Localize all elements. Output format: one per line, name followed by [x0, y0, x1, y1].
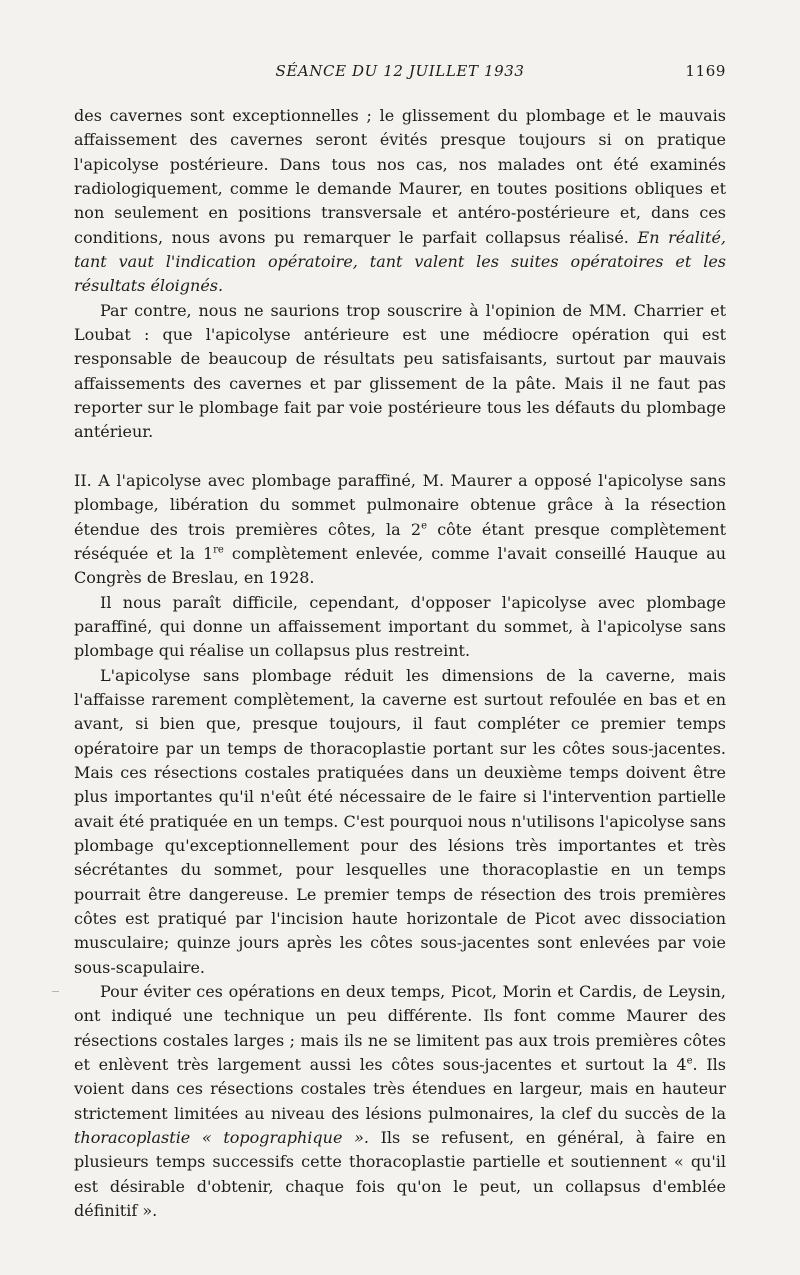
paragraph-6-text-2: . Ils voient dans ces résections costales très étendues en largeur, mais en hauteur strictement limitées au niveau des lésions pulmonaires, la clef du succès de la — [74, 1055, 726, 1123]
paragraph-2 — [74, 299, 726, 445]
paragraph-1-italic-text: En réalité, tant vaut l'indication opératoire, tant valent les suites opératoires et les résultats éloignés. — [74, 227, 726, 296]
paragraph-5-text: L'apicolyse sans plombage réduit les dimensions de la caverne, mais l'affaisse rarement complètement, la caverne est surtout refoulée en bas et en avant, si bien que, presque toujours, il faut compléter ce premier temps opératoire par un temps de thoracoplastie portant sur les côtes sous-jacentes. Mais ces résections costales pratiquées dans un deuxième temps doivent être plus importantes qu'il n'eût été nécessaire de le faire si l'intervention partielle avait été pratiquée en un temps. C'est pourquoi nous n'utilisons l'apicolyse sans plombage qu'exceptionnellement pour des lésions très importantes et très sécrétantes du sommet, pour lesquelles une thoracoplastie en un temps pourrait être dangereuse. Le premier temps de résection des trois premières côtes est pratiqué par l'incision haute horizontale de Picot avec dissociation musculaire; quinze jours après les côtes sous-jacentes sont enlevées par voie sous-scapulaire. — [74, 665, 726, 977]
paragraph-3-text-1: II. A l'apicolyse avec plombage paraffiné, M. Maurer a opposé l'apicolyse sans plombage, libération du sommet pulmonaire obtenue grâce à la résection étendue des trois premières côtes, la 2 — [74, 470, 726, 539]
body-text — [74, 104, 726, 1223]
paragraph-6-text-3: Ils se refusent, en général, à faire en plusieurs temps successifs cette thoracoplastie partielle et soutiennent « qu'il est désirable d'obtenir, chaque fois qu'on le peut, un collapsus d'emblée définitif ». — [74, 1128, 727, 1221]
paragraph-5 — [74, 664, 726, 980]
paragraph-4 — [74, 591, 726, 664]
margin-mark — [52, 991, 59, 992]
paragraph-1 — [74, 104, 726, 299]
paragraph-6-superscript-e: e — [686, 1055, 693, 1067]
paragraph-6 — [74, 980, 726, 1223]
paragraph-6-text-1: Pour éviter ces opérations en deux temps, Picot, Morin et Cardis, de Leysin, ont indiqué une technique un peu différente. Ils font comme Maurer des résections costales larges ; mais ils ne se limitent pas aux trois premières côtes et enlèvent très largement aussi les côtes sous-jacentes et surtout la 4 — [74, 982, 726, 1075]
page-number: 1169 — [685, 62, 726, 80]
paragraph-2-text: Par contre, nous ne saurions trop souscrire à l'opinion de MM. Charrier et Loubat : que l'apicolyse antérieure est une médiocre opération qui est responsable de beaucoup de résultats peu satisfaisants, surtout par mauvais affaissements des cavernes et par glissement de la pâte. Mais il ne faut pas reporter sur le plombage fait par voie postérieure tous les défauts du plombage antérieur. — [74, 300, 726, 442]
paragraph-3-superscript-e: e — [421, 520, 427, 532]
page-header — [74, 62, 726, 86]
paragraph-1-text-1: des cavernes sont exceptionnelles ; le glissement du plombage et le mauvais affaissement des cavernes seront évités presque toujours si on pratique l'apicolyse postérieure. Dans tous nos cas, nos malades ont été examinés radiologiquement, comme le demande Maurer, en toutes positions obliques et non seulement en positions transversale et antéro-postérieure et, dans ces conditions, nous avons pu remarquer le parfait collapsus réalisé. — [74, 106, 726, 247]
paragraph-3-text-2: côte étant presque complètement réséquée et la 1 — [74, 519, 726, 563]
paragraph-3 — [74, 469, 726, 591]
paragraph-3-superscript-re: re — [213, 544, 224, 556]
running-title: SÉANCE DU 12 JUILLET 1933 — [275, 62, 525, 80]
paragraph-4-text: Il nous paraît difficile, cependant, d'opposer l'apicolyse avec plombage paraffiné, qui donne un affaissement important du sommet, à l'apicolyse sans plombage qui réalise un collapsus plus restreint. — [74, 592, 726, 661]
paragraph-6-italic-text: thoracoplastie « topographique ». — [74, 1128, 369, 1148]
paragraph-3-text-3: complètement enlevée, comme l'avait conseillé Hauque au Congrès de Breslau, en 1928. — [74, 543, 726, 588]
